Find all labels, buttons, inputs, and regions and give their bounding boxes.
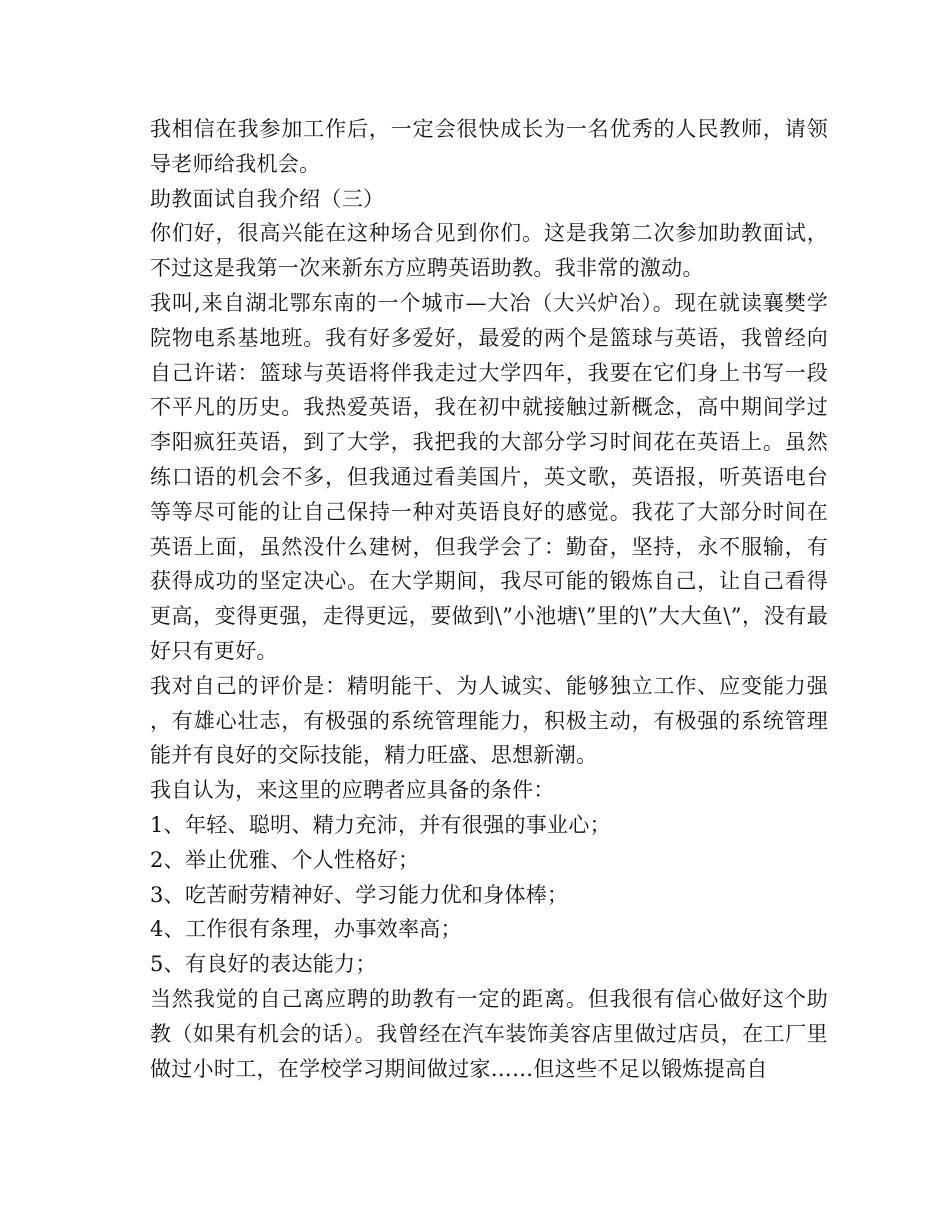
list-item: 4、工作很有条理，办事效率高； [150, 917, 462, 942]
list-item: 5、有良好的表达能力； [150, 952, 377, 977]
list-item: 1、年轻、聪明、精力充沛，并有很强的事业心； [150, 812, 611, 837]
paragraph: 你们好，很高兴能在这种场合见到你们。这是我第二次参加助教面试，不过这是我第一次来新东方应聘英语助教。我非常的激动。 [150, 221, 828, 281]
document-body [138, 112, 828, 1086]
paragraph: 我相信在我参加工作后，一定会很快成长为一名优秀的人民教师，请领导老师给我机会。 [150, 117, 828, 176]
paragraph: 当然我觉的自己离应聘的助教有一定的距离。但我很有信心做好这个助教（如果有机会的话）。我曾经在汽车装饰美容店里做过店员，在工厂里做过小时工，在学校学习期间做过家……但这些不足以锻炼提高自 [150, 986, 828, 1081]
paragraph: 我自认为，来这里的应聘者应具备的条件： [150, 778, 555, 803]
list-item: 3、吃苦耐劳精神好、学习能力优和身体棒； [150, 882, 569, 907]
section-heading: 助教面试自我介绍（三） [150, 186, 385, 211]
paragraph: 我叫,来自湖北鄂东南的一个城市—大冶（大兴炉冶）。现在就读襄樊学院物电系基地班。我有好多爱好，最爱的两个是篮球与英语，我曾经向自己许诺：篮球与英语将伴我走过大学四年，我要在它们身上书写一段不平凡的历史。我热爱英语，我在初中就接触过新概念，高中期间学过李阳疯狂英语，到了大学，我把我的大部分学习时间花在英语上。虽然练口语的机会不多，但我通过看美国片，英文歌，英语报，听英语电台等等尽可能的让自己保持一种对英语良好的感觉。我花了大部分时间在英语上面，虽然没什么建树，但我学会了：勤奋，坚持，永不服输，有获得成功的坚定决心。在大学期间，我尽可能的锻炼自己，让自己看得更高，变得更强，走得更远，要做到\”小池塘\”里的\”大大鱼\”，没有最好只有更好。 [150, 290, 828, 663]
list-item: 2、举止优雅、个人性格好； [150, 847, 420, 872]
paragraph: 我对自己的评价是：精明能干、为人诚实、能够独立工作、应变能力强，有雄心壮志，有极强的系统管理能力，积极主动，有极强的系统管理能并有良好的交际技能，精力旺盛、思想新潮。 [150, 673, 828, 768]
